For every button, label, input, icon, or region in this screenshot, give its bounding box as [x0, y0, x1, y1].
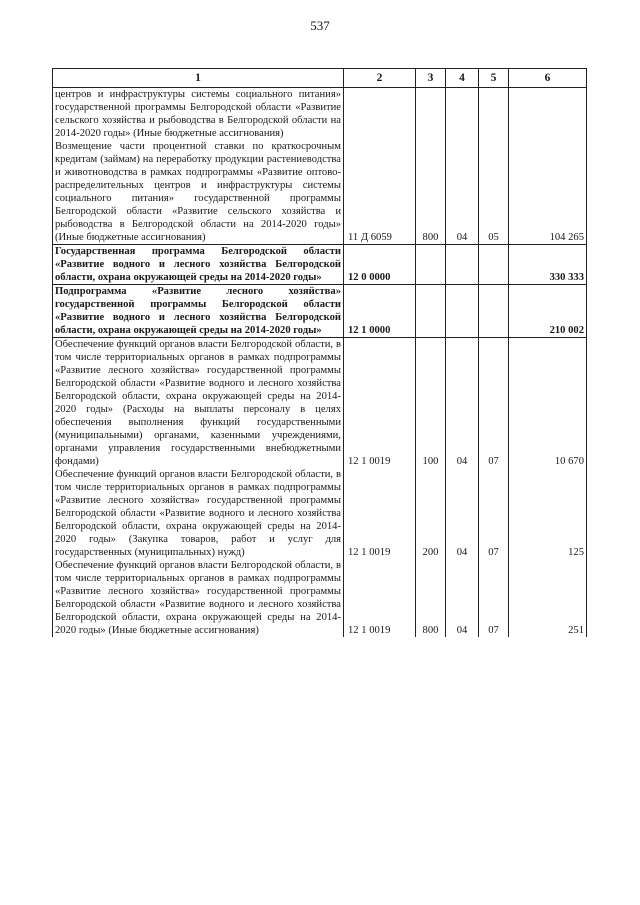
row-col-5: 05	[479, 140, 509, 245]
row-col-3: 800	[416, 140, 446, 245]
row-description: Подпрограмма «Развитие лесного хозяйства» государственной программы Белгородской области «Развитие водного и лесного хозяйства Белгородской области, охрана окружающей среды на 2014-2020 годы»	[53, 285, 344, 338]
header-col-4: 4	[446, 69, 479, 88]
table-row	[53, 285, 587, 338]
row-col-5	[479, 285, 509, 338]
budget-table	[52, 68, 587, 637]
row-code: 12 1 0019	[344, 559, 416, 637]
row-description: Возмещение части процентной ставки по краткосрочным кредитам (займам) на переработку продукции растениеводства и животноводства в рамках подпрограммы «Развитие оптово-распределительных центров и инфраструктуры системы социального питания» государственной программы Белгородской области «Развитие сельского хозяйства и рыбоводства в Белгородской области на 2014-2020 годы» (Иные бюджетные ассигнования)	[53, 140, 344, 245]
row-col-5	[479, 88, 509, 141]
row-col-4: 04	[446, 140, 479, 245]
row-col-5: 07	[479, 559, 509, 637]
row-description: Государственная программа Белгородской области «Развитие водного и лесного хозяйства Белгородской области, охрана окружающей среды на 2014-2020 годы»	[53, 245, 344, 285]
row-amount: 251	[509, 559, 587, 637]
row-col-3: 800	[416, 559, 446, 637]
row-col-4	[446, 88, 479, 141]
row-amount: 210 002	[509, 285, 587, 338]
header-col-2: 2	[344, 69, 416, 88]
row-col-3: 100	[416, 338, 446, 469]
row-code: 12 0 0000	[344, 245, 416, 285]
header-col-6: 6	[509, 69, 587, 88]
row-col-4: 04	[446, 468, 479, 559]
row-amount: 104 265	[509, 140, 587, 245]
row-col-3	[416, 88, 446, 141]
row-col-3	[416, 285, 446, 338]
row-amount: 10 670	[509, 338, 587, 469]
row-amount: 125	[509, 468, 587, 559]
table-row	[53, 468, 587, 559]
row-col-5: 07	[479, 468, 509, 559]
header-col-5: 5	[479, 69, 509, 88]
header-col-1: 1	[53, 69, 344, 88]
row-col-5: 07	[479, 338, 509, 469]
row-amount: 330 333	[509, 245, 587, 285]
row-col-5	[479, 245, 509, 285]
row-col-3: 200	[416, 468, 446, 559]
row-code: 12 1 0000	[344, 285, 416, 338]
table-row	[53, 338, 587, 469]
row-code: 11 Д 6059	[344, 140, 416, 245]
table-row	[53, 140, 587, 245]
row-col-4	[446, 245, 479, 285]
header-col-3: 3	[416, 69, 446, 88]
row-description: Обеспечение функций органов власти Белгородской области, в том числе территориальных органов в рамках подпрограммы «Развитие лесного хозяйства» государственной программы Белгородской области «Развитие водного и лесного хозяйства Белгородской области, охрана окружающей среды на 2014-2020 годы» (Расходы на выплаты персоналу в целях обеспечения выполнения функций государственными (муниципальными) органами, казенными учреждениями, органами управления государственными внебюджетными фондами)	[53, 338, 344, 469]
table-row	[53, 88, 587, 141]
table-row	[53, 559, 587, 637]
row-code: 12 1 0019	[344, 338, 416, 469]
row-amount	[509, 88, 587, 141]
table-header-row	[53, 69, 587, 88]
row-col-4: 04	[446, 559, 479, 637]
row-col-4	[446, 285, 479, 338]
row-col-3	[416, 245, 446, 285]
row-description: Обеспечение функций органов власти Белгородской области, в том числе территориальных органов в рамках подпрограммы «Развитие лесного хозяйства» государственной программы Белгородской области «Развитие водного и лесного хозяйства Белгородской области, охрана окружающей среды на 2014-2020 годы» (Закупка товаров, работ и услуг для государственных (муниципальных) нужд)	[53, 468, 344, 559]
table-row	[53, 245, 587, 285]
row-description: Обеспечение функций органов власти Белгородской области, в том числе территориальных органов в рамках подпрограммы «Развитие лесного хозяйства» государственной программы Белгородской области «Развитие водного и лесного хозяйства Белгородской области, охрана окружающей среды на 2014-2020 годы» (Иные бюджетные ассигнования)	[53, 559, 344, 637]
row-description: центров и инфраструктуры системы социального питания» государственной программы Белгородской области «Развитие сельского хозяйства и рыбоводства в Белгородской области на 2014-2020 годы» (Иные бюджетные ассигнования)	[53, 88, 344, 141]
row-col-4: 04	[446, 338, 479, 469]
page-number: 537	[310, 18, 330, 33]
row-code	[344, 88, 416, 141]
row-code: 12 1 0019	[344, 468, 416, 559]
